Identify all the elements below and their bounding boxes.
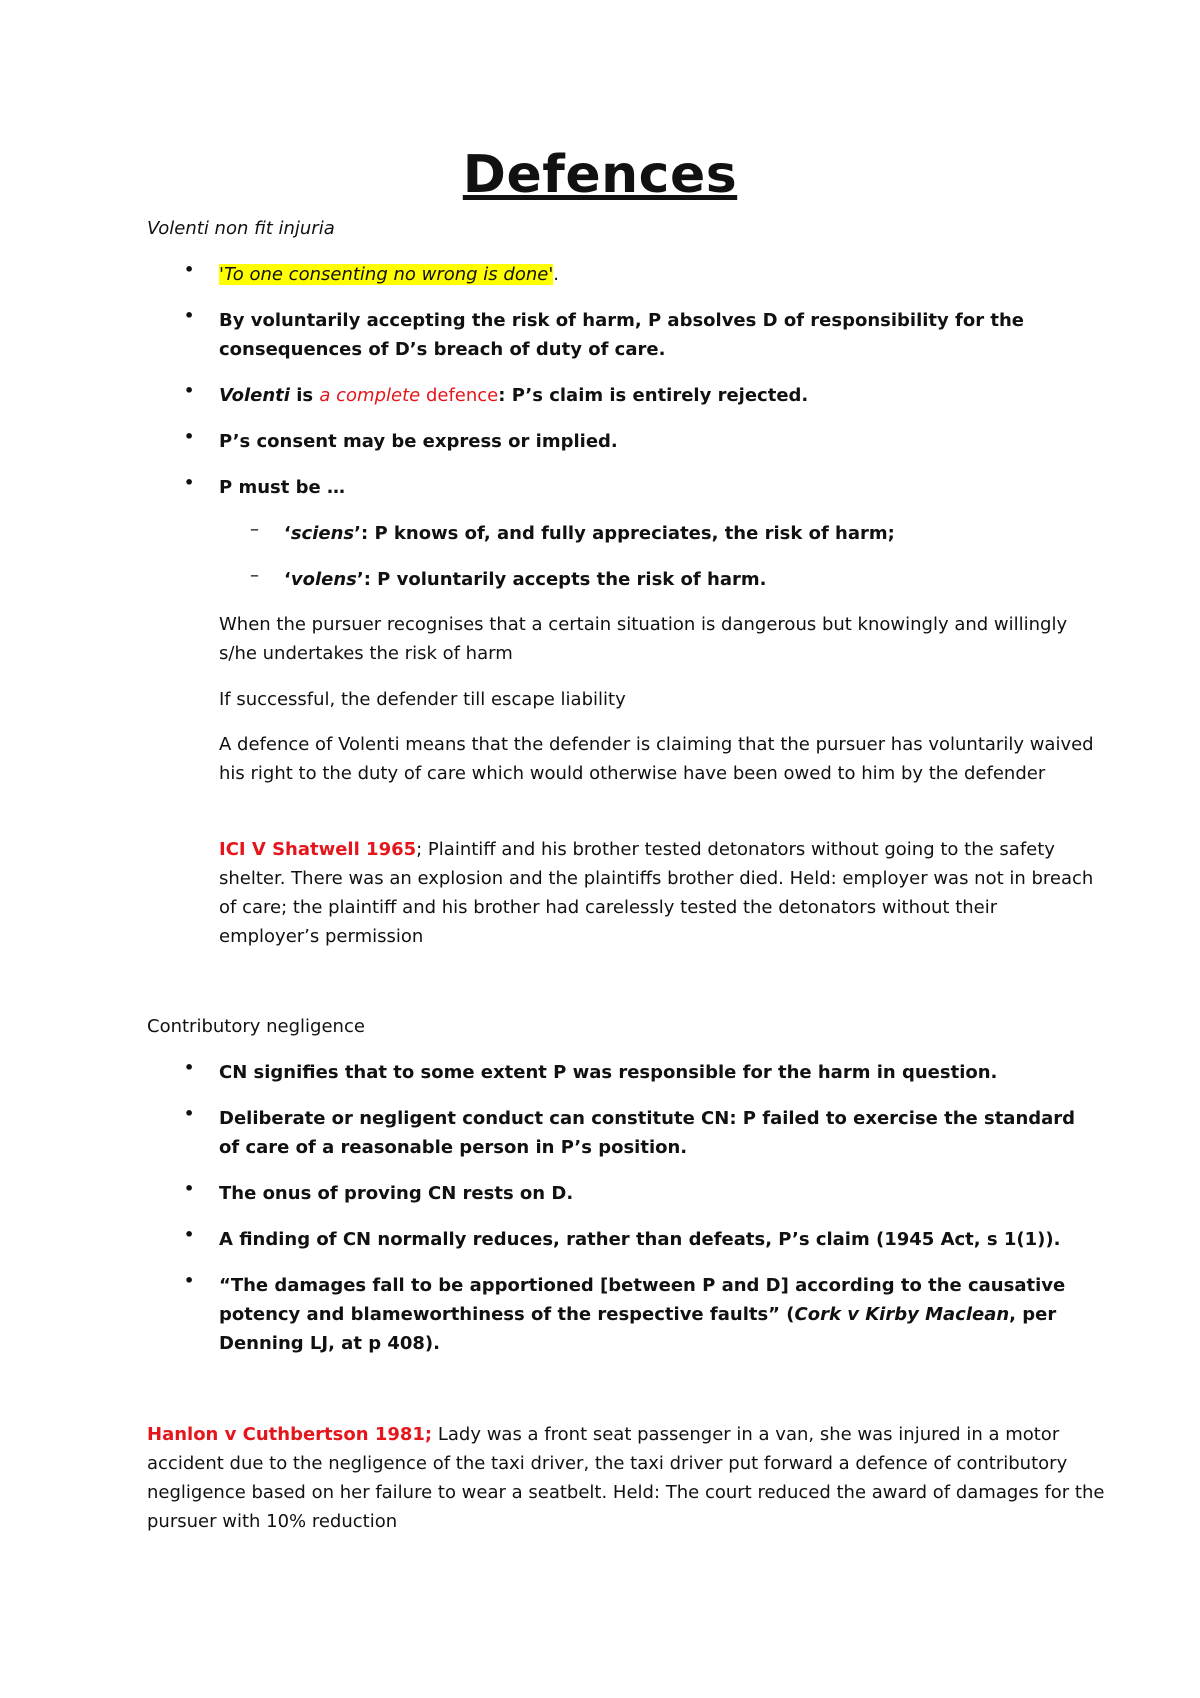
list-item-text: P must be …: [219, 477, 345, 498]
list-item-text: CN signifies that to some extent P was responsible for the harm in question.: [219, 1062, 998, 1083]
document-page: Defences Volenti non fit injuria • 'To one consenting no wrong is done'. • By voluntarily accepting the risk of harm, P absolves D of responsibility for the consequences of D’s breach of duty of care. • Volenti is a complete defence: P’s claim is entirely rejected. • P’s consent may be express or implied. • P must be … – ‘sciens’: P knows of, and fully appreciates, the risk of harm; – ‘volens’: P voluntarily accepts the risk of harm. When the pursuer recognises that a certain situation is dangerous but knowingly and willingly s/he undertakes the risk of harm If successful, the defender till escape liability A defence of Volenti means that the defender is claiming that the pursuer has voluntarily waived his right to the duty of care which would otherwise have been owed to him by the defender ICI V Shatwell 1965; Plaintiff and his brother tested detonators without going to the safety shelter. There was an explosion and the plaintiffs brother died. Held: employer was not in breach of care; the plaintiff and his brother had carelessly tested the detonators without their employer’s permission Contributory negligence • CN signifies that to some extent P was responsible for the harm in question. • Deliberate or negligent conduct can constitute CN: P failed to exercise the standard of care of a reasonable person in P’s position. • The onus of proving CN rests on D. • A finding of CN normally reduces, rather than defeats, P’s claim (1945 Act, s 1(1)). • “The damages fall to be apportioned [between P and D] according to the causative potency and blameworthiness of the respective faults” (Cork v Kirby Maclean, per Denning LJ, at p 408). Hanlon v Cuthbertson 1981; Lady was a front seat passenger in a van, she was injured in a motor accident due to the negligence of the taxi driver, the taxi driver put forward a defence of contributory negligence based on her failure to wear a seatbelt. Held: The court reduced the award of damages for the pursuer with 10% reduction: [0, 0, 1200, 1698]
list-item-text: A finding of CN normally reduces, rather than defeats, P’s claim (1945 Act, s 1(1)).: [219, 1229, 1061, 1250]
section-heading-contributory-negligence: Contributory negligence: [147, 1016, 365, 1037]
highlighted-quote: 'To one consenting no wrong is done': [219, 264, 554, 285]
bullet-icon: •: [184, 1225, 195, 1244]
paragraph: A defence of Volenti means that the defender is claiming that the pursuer has voluntarily waived his right to the duty of care which would otherwise have been owed to him by the defender: [219, 734, 1094, 784]
list-item-text: P’s consent may be express or implied.: [219, 431, 618, 452]
case-name: ICI V Shatwell 1965: [219, 839, 417, 860]
bullet-icon: •: [184, 1271, 195, 1290]
case-name: Hanlon v Cuthbertson 1981;: [147, 1424, 433, 1445]
bullet-icon: •: [184, 473, 195, 492]
bullet-icon: •: [184, 427, 195, 446]
bullet-icon: •: [184, 306, 195, 325]
paragraph: When the pursuer recognises that a certain situation is dangerous but knowingly and willingly s/he undertakes the risk of harm: [219, 614, 1068, 664]
list-item-text: The onus of proving CN rests on D.: [219, 1183, 574, 1204]
page-title: Defences: [462, 145, 738, 205]
list-item-text: Deliberate or negligent conduct can constitute CN: P failed to exercise the standard of care of a reasonable person in P’s position.: [219, 1108, 1076, 1158]
bullet-icon: •: [184, 260, 195, 279]
dash-icon: –: [250, 565, 259, 586]
bullet-icon: •: [184, 381, 195, 400]
bullet-icon: •: [184, 1104, 195, 1123]
bullet-icon: •: [184, 1179, 195, 1198]
dash-icon: –: [250, 519, 259, 540]
case-paragraph: ICI V Shatwell 1965; Plaintiff and his brother tested detonators without going to the safety shelter. There was an explosion and the plaintiffs brother died. Held: employer was not in breach of care; the plaintiff and his brother had carelessly tested the detonators without their employer’s permission: [219, 839, 1094, 947]
bullet-icon: •: [184, 1058, 195, 1077]
section-heading-volenti: Volenti non fit injuria: [147, 218, 335, 239]
paragraph: If successful, the defender till escape liability: [219, 689, 626, 710]
list-item-text: By voluntarily accepting the risk of harm, P absolves D of responsibility for the consequences of D’s breach of duty of care.: [219, 310, 1025, 360]
case-paragraph: Hanlon v Cuthbertson 1981; Lady was a front seat passenger in a van, she was injured in a motor accident due to the negligence of the taxi driver, the taxi driver put forward a defence of contributory negligence based on her failure to wear a seatbelt. Held: The court reduced the award of damages for the pursuer with 10% reduction: [147, 1424, 1105, 1532]
